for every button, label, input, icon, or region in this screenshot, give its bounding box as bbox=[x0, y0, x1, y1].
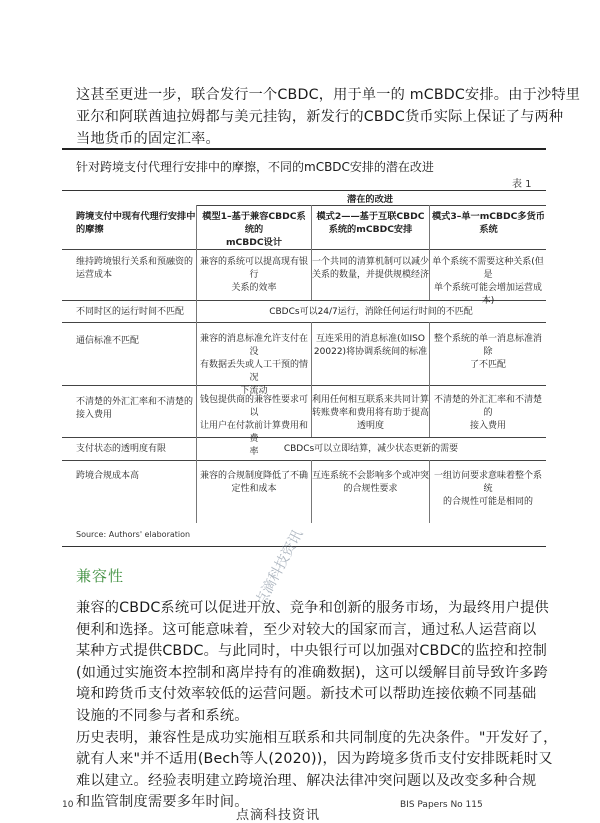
header-rule bbox=[62, 249, 546, 250]
table-cell-model1 bbox=[198, 333, 310, 398]
table-cell-model3 bbox=[430, 256, 546, 308]
header-line: 模型1–基于兼容CBDC系统的 bbox=[202, 211, 306, 235]
table-cell-model1 bbox=[198, 256, 310, 295]
table-cell-model1 bbox=[198, 470, 310, 496]
header-line: 跨境支付中现有代理行安排中 bbox=[76, 211, 196, 222]
cell-line: 接入费用 bbox=[76, 410, 113, 420]
header-line: mCBDC设计 bbox=[225, 237, 283, 248]
cell-line: CBDCs可以立即结算，减少状态更新的需要 bbox=[283, 444, 459, 454]
body-line: 便利和选择。这可能意味着，至少对较大的国家而言，通过私人运营商以 bbox=[76, 621, 537, 638]
cell-line: 跨境合规成本高 bbox=[76, 471, 140, 481]
column-divider bbox=[196, 205, 197, 523]
cell-line: 透明度 bbox=[356, 421, 384, 431]
table-cell-span bbox=[198, 443, 544, 456]
table-title-rule bbox=[62, 190, 546, 191]
table-cell-friction bbox=[76, 470, 194, 483]
table-cell-model2 bbox=[312, 470, 429, 496]
cell-line: 的合规性可能是相同的 bbox=[442, 497, 533, 507]
cell-line: 下流动 bbox=[240, 386, 268, 396]
cell-line: 定性和成本 bbox=[231, 484, 277, 494]
body-line: 和监管制度需要多年时间。 bbox=[76, 794, 249, 811]
footer-watermark: 点滴科技资讯 bbox=[236, 808, 321, 823]
cell-line: 利用任何相互联系来共同计算 bbox=[312, 395, 430, 405]
header-line: 模式2——基于互联CBDC bbox=[316, 211, 425, 222]
cell-line: 互连采用的消息标准(如ISO bbox=[316, 334, 425, 344]
cell-line: 转账费率和费用将有助于提高 bbox=[312, 408, 430, 418]
cell-line: 钱包提供商的兼容性要求可以 bbox=[199, 395, 308, 418]
table-source: Source: Authors' elaboration bbox=[76, 530, 191, 539]
table-top-rule bbox=[62, 148, 546, 150]
intro-paragraph bbox=[76, 84, 581, 150]
row-rule bbox=[62, 460, 546, 461]
cell-line: 关系的数量，并提供规模经济 bbox=[312, 270, 430, 280]
col-header-friction bbox=[76, 210, 196, 236]
body-line: 设施的不同参与者和系统。 bbox=[76, 707, 249, 724]
table-cell-friction bbox=[76, 306, 194, 319]
body-line: 兼容的CBDC系统可以促进开放、竞争和创新的服务市场，为最终用户提供 bbox=[76, 600, 549, 616]
header-line: 系统 bbox=[479, 224, 498, 235]
cell-line: 了不匹配 bbox=[469, 360, 506, 370]
body-line: 历史表明，兼容性是成功实施相互联系和共同制度的先决条件。"开发好了， bbox=[76, 729, 558, 746]
group-header: 潜在的改进 bbox=[347, 194, 393, 205]
header-line: 的摩擦 bbox=[76, 224, 104, 235]
cell-line: 兼容的合规制度降低了不确 bbox=[199, 471, 308, 481]
cell-line: 支付状态的透明度有限 bbox=[76, 444, 167, 454]
body-line: 就有人来"并不适用(Bech等人(2020))，因为跨境多货币支付安排既耗时又 bbox=[76, 751, 553, 768]
col-header-model2 bbox=[313, 210, 428, 236]
body-line: 某种方式提供CBDC。与此同时，中央银行可以加强对CBDC的监控和控制 bbox=[76, 643, 548, 660]
cell-line: 有数据丢失或人工干预的情况 bbox=[199, 360, 308, 383]
cell-line: 的合规性要求 bbox=[343, 484, 398, 494]
cell-line: 兼容的消息标准允许支付在没 bbox=[199, 334, 308, 357]
cell-line: 让用户在付款前计算费用和费 bbox=[199, 421, 308, 444]
body-line: (如通过实施资本控制和离岸持有的准确数据)，这可以缓解目前导致许多跨 bbox=[76, 664, 548, 681]
table-cell-friction bbox=[76, 256, 194, 282]
col-header-model1 bbox=[198, 210, 310, 249]
page-number: 10 bbox=[62, 800, 74, 810]
table-cell-friction bbox=[76, 396, 194, 422]
intro-line: 亚尔和阿联酋迪拉姆都与美元挂钩，新发行的CBDC货币实际上保证了与两种 bbox=[76, 109, 564, 125]
cell-line: 一个共同的清算机制可以减少 bbox=[312, 257, 430, 267]
cell-line: 运营成本 bbox=[76, 270, 113, 280]
cell-line: 率 bbox=[249, 447, 259, 457]
table-cell-model3 bbox=[430, 470, 546, 509]
table-cell-span bbox=[198, 306, 544, 319]
cell-line: 维持跨境银行关系和预融资的 bbox=[76, 257, 194, 267]
table-cell-model2 bbox=[312, 333, 429, 359]
diagonal-watermark: 点滴科技资讯 bbox=[252, 527, 307, 609]
table-cell-model2 bbox=[312, 394, 429, 433]
body-line: 难以建立。经验表明建立跨境治理、解决法律冲突问题以及改变多种合规 bbox=[76, 772, 537, 789]
cell-line: 通信标准不匹配 bbox=[76, 336, 140, 346]
cell-line: 单个系统不需要这种关系(但是 bbox=[432, 257, 544, 280]
table-cell-friction bbox=[76, 335, 194, 348]
header-line: 系统的mCBDC安排 bbox=[328, 224, 413, 235]
table-label: 表 1 bbox=[512, 179, 532, 190]
table-cell-friction bbox=[76, 443, 194, 456]
intro-line: 这甚至更进一步，联合发行一个CBDC，用于单一的 mCBDC安排。由于沙特里 bbox=[76, 87, 581, 103]
table-cell-model3 bbox=[430, 394, 546, 433]
table-cell-model3 bbox=[430, 333, 546, 372]
cell-line: 整个系统的单一消息标准消除 bbox=[433, 334, 542, 357]
cell-line: 关系的效率 bbox=[231, 283, 277, 293]
cell-line: 互连系统不会影响多个或冲突 bbox=[312, 471, 430, 481]
intro-line: 当地货币的固定汇率。 bbox=[76, 131, 220, 147]
cell-line: 不清楚的外汇汇率和不清楚的 bbox=[76, 397, 194, 407]
body-paragraph bbox=[76, 598, 570, 814]
table-title: 针对跨境支付代理行安排中的摩擦，不同的mCBDC安排的潜在改进 bbox=[76, 160, 434, 174]
cell-line: CBDCs可以24/7运行，消除任何运行时间的不匹配 bbox=[269, 307, 473, 317]
cell-line: 20022)将协调系统间的标准 bbox=[313, 347, 428, 357]
table-cell-model2 bbox=[312, 256, 429, 282]
cell-line: 不同时区的运行时间不匹配 bbox=[76, 307, 185, 317]
footer-publication: BIS Papers No 115 bbox=[400, 800, 483, 810]
cell-line: 不清楚的外汇汇率和不清楚的 bbox=[433, 395, 542, 418]
cell-line: 接入费用 bbox=[469, 421, 506, 431]
table-bottom-rule bbox=[62, 546, 546, 547]
cell-line: 兼容的系统可以提高现有银行 bbox=[199, 257, 308, 280]
row-rule bbox=[62, 322, 546, 323]
header-line: 模式3–单一mCBDC多货币 bbox=[432, 211, 545, 222]
body-line: 境和跨货币支付效率较低的运营问题。新技术可以帮助连接依赖不同基础 bbox=[76, 686, 537, 703]
col-header-model3 bbox=[431, 210, 546, 236]
section-heading: 兼容性 bbox=[76, 567, 125, 585]
column-divider bbox=[311, 205, 312, 300]
cell-line: 一组访问要求意味着整个系统 bbox=[433, 471, 542, 494]
cell-line: 单个系统可能会增加运营成本) bbox=[433, 283, 542, 306]
